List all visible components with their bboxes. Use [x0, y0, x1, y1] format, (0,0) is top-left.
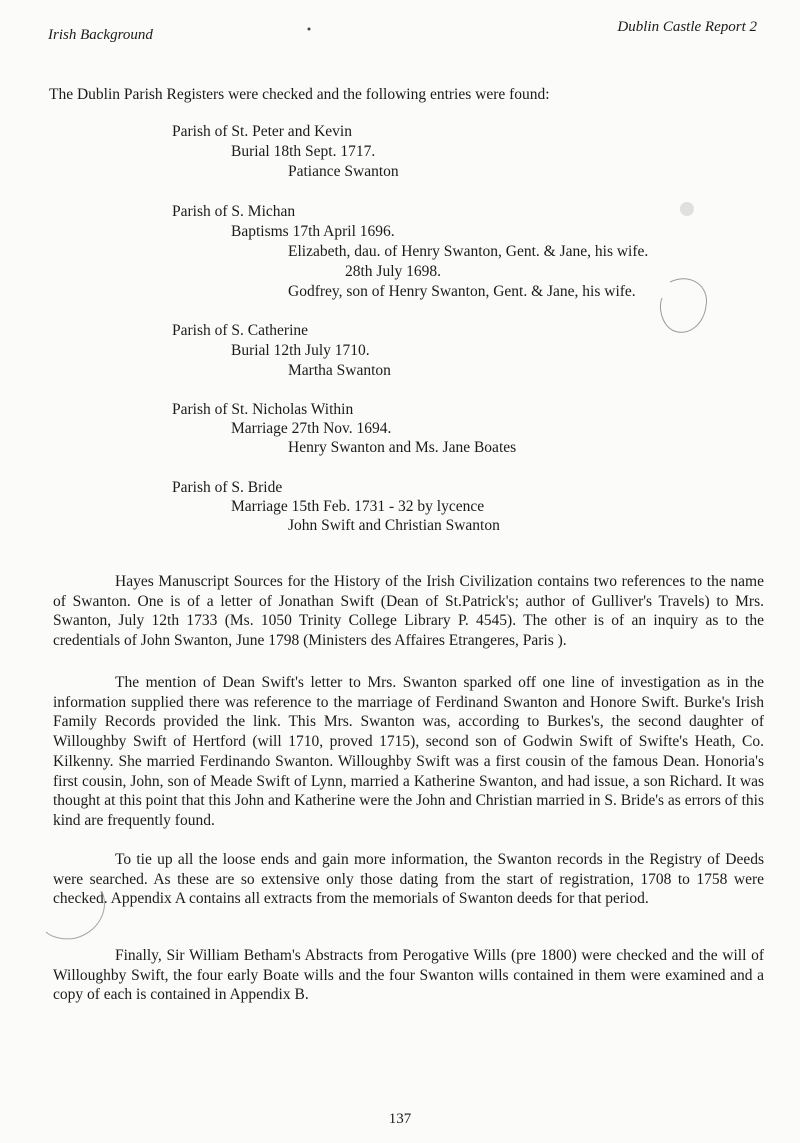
- body-paragraph: [53, 946, 764, 1005]
- register-event: Baptisms 17th April 1696.: [231, 223, 395, 240]
- header-right: Dublin Castle Report 2: [617, 19, 757, 35]
- stain-mark: [640, 268, 720, 348]
- paragraph-text: The mention of Dean Swift's letter to Mrs. Swanton sparked off one line of investigation as in the information supplied there was reference to the marriage of Ferdinand Swanton and Honore Swift. Burke's Irish Family Records provided the link. This Mrs. Swanton was, according to Burkes's, the second daughter of Willoughby Swift of Hertford (will 1710, proved 1715), second son of Godwin Swift of Swifte's Heath, Co. Kilkenny. She married Ferdinando Swanton. Willoughby Swift was a first cousin of the famous Dean. Honoria's first cousin, John, son of Meade Swift of Lynn, married a Katherine Swanton, and had issue, a son Richard. It was thought at this point that this John and Katherine were the John and Christian married in S. Bride's as errors of this kind are frequently found.: [53, 674, 764, 829]
- speckle-mark: [672, 195, 702, 225]
- paragraph-text: Hayes Manuscript Sources for the History of the Irish Civilization contains two references to the name of Swanton. One is of a letter of Jonathan Swift (Dean of St.Patrick's; author of Gulliver's Travels) to Mrs. Swanton, July 12th 1733 (Ms. 1050 Trinity College Library P. 4545). The other is of an inquiry as to the credentials of John Swanton, June 1798 (Ministers des Affaires Etrangeres, Paris ).: [53, 573, 764, 650]
- intro-text: The Dublin Parish Registers were checked and the following entries were found:: [49, 86, 550, 103]
- register-event: Burial 12th July 1710.: [231, 342, 370, 359]
- register-name: Patiance Swanton: [288, 163, 399, 180]
- register-name: Henry Swanton and Ms. Jane Boates: [288, 439, 517, 456]
- register-date: 28th July 1698.: [345, 263, 442, 280]
- body-paragraph: [53, 673, 764, 831]
- parish-name: Parish of S. Catherine: [172, 322, 309, 339]
- register-name: John Swift and Christian Swanton: [288, 517, 500, 534]
- register-event: Marriage 15th Feb. 1731 - 32 by lycence: [231, 498, 485, 515]
- speck-mark: [305, 25, 313, 33]
- register-name: Martha Swanton: [288, 362, 391, 379]
- body-paragraph: [53, 850, 764, 909]
- paragraph-text: To tie up all the loose ends and gain more information, the Swanton records in the Registry of Deeds were searched. As these are so extensive only those dating from the start of registration, 1708 to 1758 were checked. Appendix A contains all extracts from the memorials of Swanton deeds for that period.: [53, 851, 764, 908]
- register-event: Marriage 27th Nov. 1694.: [231, 420, 392, 437]
- header-left: Irish Background: [48, 27, 153, 43]
- body-paragraph: [53, 572, 764, 651]
- page-number: 137: [388, 1111, 412, 1127]
- parish-name: Parish of S. Michan: [172, 203, 296, 220]
- paragraph-text: Finally, Sir William Betham's Abstracts from Perogative Wills (pre 1800) were checked and the will of Willoughby Swift, the four early Boate wills and the four Swanton wills contained in them were examined and a copy of each is contained in Appendix B.: [53, 947, 764, 1004]
- parish-name: Parish of S. Bride: [172, 479, 283, 496]
- register-name: Godfrey, son of Henry Swanton, Gent. & Jane, his wife.: [288, 283, 636, 300]
- register-event: Burial 18th Sept. 1717.: [231, 143, 376, 160]
- register-name: Elizabeth, dau. of Henry Swanton, Gent. & Jane, his wife.: [288, 243, 649, 260]
- parish-name: Parish of St. Peter and Kevin: [172, 123, 352, 140]
- parish-name: Parish of St. Nicholas Within: [172, 401, 354, 418]
